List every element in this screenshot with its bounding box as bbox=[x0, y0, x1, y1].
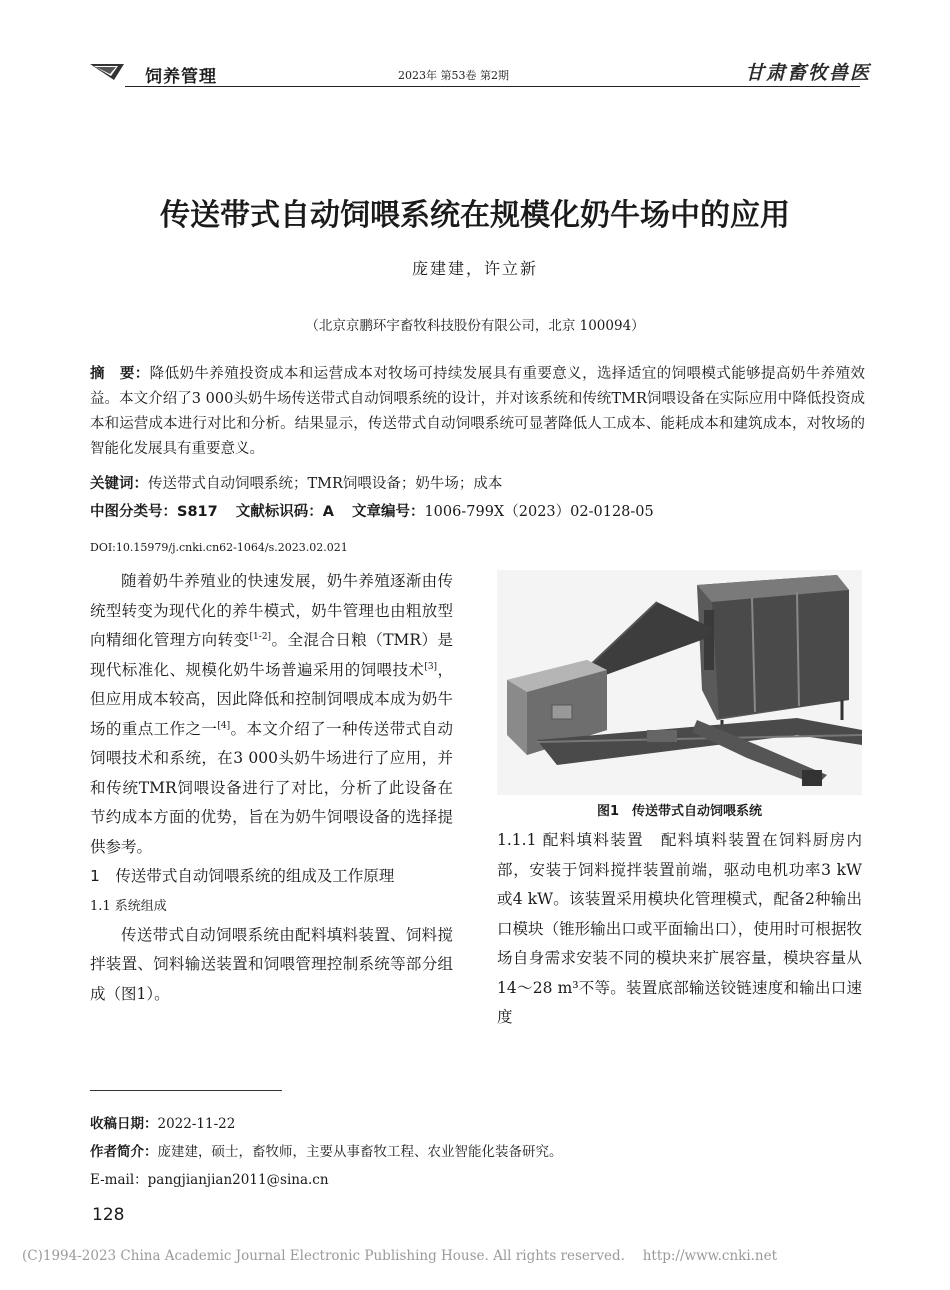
intro-paragraph bbox=[90, 567, 453, 862]
feeding-system-figure bbox=[497, 570, 862, 795]
intro-text-4: 。本文介绍了一种传送带式自动饲喂技术和系统，在3 000头奶牛场进行了应用，并和传统TMR饲喂设备进行了对比，分析了此设备在节约成本方面的优势，旨在为奶牛饲喂设备的选择提供参考。 bbox=[90, 719, 453, 856]
issue-info: 2023年 第53卷 第2期 bbox=[398, 69, 509, 82]
doc-code-value: A bbox=[322, 504, 334, 520]
intro-text-3: ，但应用成本较高，因此降低和控制饲喂成本成为奶牛场的重点工作之一 bbox=[90, 660, 453, 738]
author-bio-text: 庞建建，硕士，畜牧师，主要从事畜牧工程、农业智能化装备研究。 bbox=[157, 1144, 563, 1160]
article-title: 传送带式自动饲喂系统在规模化奶牛场中的应用 bbox=[160, 198, 790, 233]
author-email: E-mail：pangjianjian2011@sina.cn bbox=[90, 1172, 329, 1188]
received-date bbox=[90, 1112, 235, 1132]
body-right-column bbox=[497, 826, 862, 1033]
intro-text-2: 。全混合日粮（TMR）是现代标准化、规模化奶牛场普遍采用的饲喂技术 bbox=[90, 631, 453, 679]
header-rule bbox=[125, 86, 860, 87]
article-no-label: 文章编号： bbox=[351, 504, 425, 520]
doi: DOI:10.15979/j.cnki.cn62-1064/s.2023.02.021 bbox=[90, 541, 348, 554]
received-value: 2022-11-22 bbox=[157, 1116, 236, 1132]
authors: 庞建建，许立新 bbox=[411, 259, 538, 278]
citation: [3] bbox=[424, 661, 438, 672]
section-heading-1-1: 1.1 系统组成 bbox=[90, 898, 167, 914]
copyright-watermark: (C)1994-2023 China Academic Journal Electronic Publishing House. All rights reserved. http://www.cnki.net bbox=[22, 1248, 778, 1264]
keywords-label: 关键词： bbox=[90, 476, 148, 492]
feeder-paragraph: 1.1.1 配料填料装置 配料填料装置在饲料厨房内部，安装于饲料搅拌装置前端，驱动电机功率3 kW或4 kW。该装置采用模块化管理模式，配备2种输出口模块（锥形输出口或平面输出口），使用时可根据牧场自身需求安装不同的模块来扩展容量，模块容量从14～28 m³不等。装置底部输送铰链速度和输出口速度 bbox=[497, 831, 862, 1026]
clc-label: 中图分类号： bbox=[90, 504, 177, 520]
keywords bbox=[90, 472, 865, 497]
journal-name: 甘肃畜牧兽医 bbox=[745, 62, 872, 84]
article-no-value: 1006-799X（2023）02-0128-05 bbox=[424, 504, 654, 520]
citation: [4] bbox=[217, 720, 231, 731]
keywords-text: 传送带式自动饲喂系统；TMR饲喂设备；奶牛场；成本 bbox=[148, 476, 503, 492]
doc-code-label: 文献标识码： bbox=[235, 504, 323, 520]
section-heading-1: 1 传送带式自动饲喂系统的组成及工作原理 bbox=[90, 867, 395, 885]
column-name: 饲养管理 bbox=[145, 67, 217, 87]
received-label: 收稿日期： bbox=[90, 1116, 158, 1132]
journal-arrow-icon bbox=[90, 60, 126, 82]
body-left-column bbox=[90, 567, 453, 1009]
intro-text-1: 随着奶牛养殖业的快速发展，奶牛养殖逐渐由传统型转变为现代化的养牛模式，奶牛管理也由粗放型向精细化管理方向转变 bbox=[90, 572, 453, 649]
abstract-label: 摘 要： bbox=[90, 366, 150, 382]
classification-line bbox=[90, 500, 865, 525]
author-bio bbox=[90, 1140, 563, 1160]
page-number: 128 bbox=[92, 1205, 125, 1225]
citation: [1-2] bbox=[249, 631, 272, 642]
figure-caption: 图1 传送带式自动饲喂系统 bbox=[596, 804, 763, 819]
abstract-text: 降低奶牛养殖投资成本和运营成本对牧场可持续发展具有重要意义，选择适宜的饲喂模式能够提高奶牛养殖效益。本文介绍了3 000头奶牛场传送带式自动饲喂系统的设计，并对该系统和传统TMR饲喂设备在实际应用中降低投资成本和运营成本进行对比和分析。结果显示，传送带式自动饲喂系统可显著降低人工成本、能耗成本和建筑成本，对牧场的智能化发展具有重要意义。 bbox=[90, 366, 866, 457]
footnote-rule bbox=[90, 1090, 282, 1091]
composition-paragraph: 传送带式自动饲喂系统由配料填料装置、饲料搅拌装置、饲料输送装置和饲喂管理控制系统等部分组成（图1）。 bbox=[90, 925, 453, 1003]
clc-value: S817 bbox=[177, 504, 218, 520]
affiliation: （北京京鹏环宇畜牧科技股份有限公司，北京 100094） bbox=[305, 318, 645, 334]
abstract bbox=[90, 362, 865, 462]
author-bio-label: 作者简介： bbox=[90, 1144, 158, 1160]
